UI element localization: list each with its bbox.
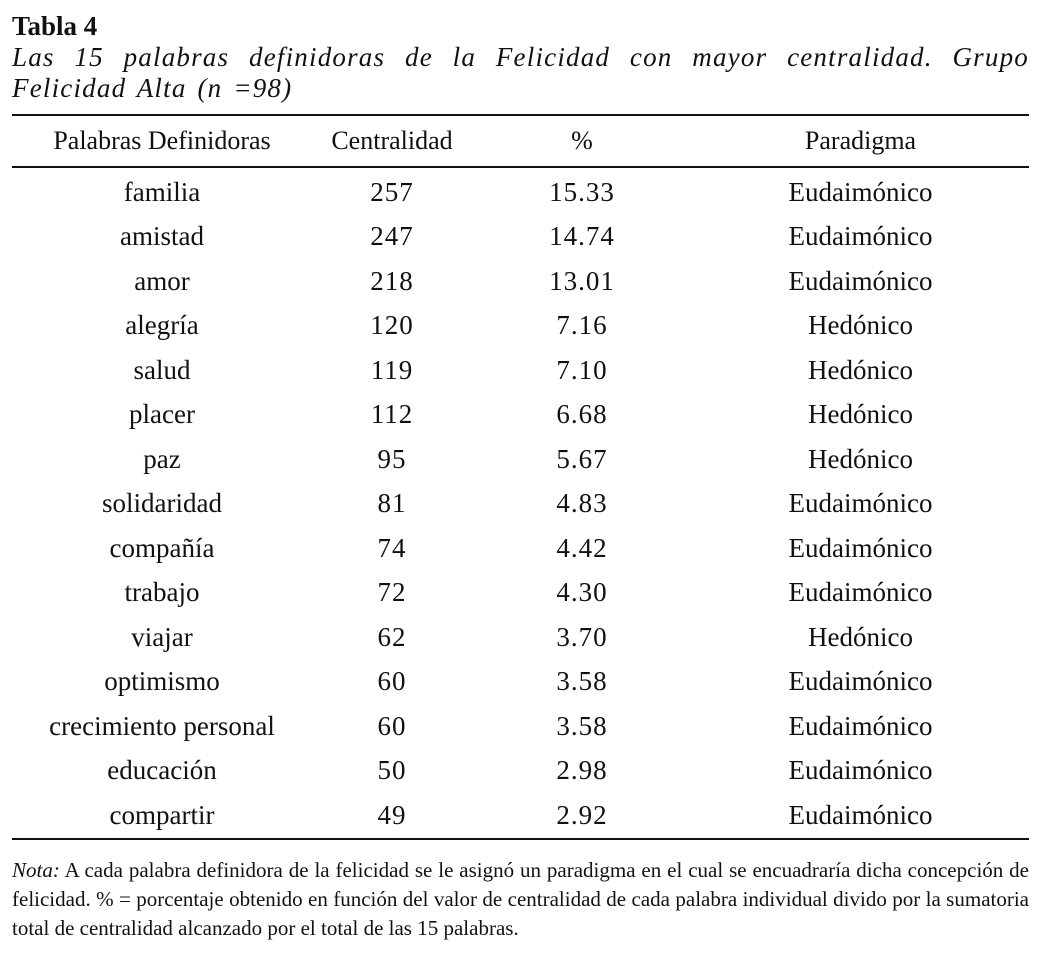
cell-percent: 6.68 (556, 399, 608, 430)
cell-percent: 7.10 (556, 354, 608, 385)
cell-centralidad: 112 (370, 399, 414, 430)
cell-palabra: optimismo (104, 666, 220, 697)
cell-palabra: educación (107, 755, 217, 786)
cell-paradigma: Eudaimónico (788, 176, 933, 207)
cell-percent: 4.30 (556, 577, 608, 608)
document (12, 10, 1029, 964)
table-row (12, 526, 1029, 571)
cell-percent: 14.74 (549, 221, 615, 252)
cell-centralidad: 247 (370, 221, 414, 252)
note-text: A cada palabra definidora de la felicidad se le asignó un paradigma en el cual se encuadraría dicha concepción de felicidad. % = porcentaje obtenido en función del valor de centralidad de cada palabra individual divido por la sumatoria total de centralidad alcanzado por el total de las 15 palabras. (12, 857, 1029, 940)
cell-centralidad: 60 (377, 666, 407, 697)
cell-paradigma: Hedónico (808, 354, 913, 385)
cell-centralidad: 74 (377, 532, 407, 563)
table-row (12, 749, 1029, 794)
cell-palabra: compartir (109, 799, 215, 830)
cell-paradigma: Eudaimónico (788, 577, 933, 608)
cell-paradigma: Eudaimónico (788, 755, 933, 786)
cell-palabra: viajar (131, 621, 193, 652)
table-note (12, 856, 1029, 943)
cell-centralidad: 62 (377, 621, 407, 652)
cell-centralidad: 49 (377, 799, 407, 830)
cell-palabra: salud (133, 354, 191, 385)
cell-percent: 5.67 (556, 443, 608, 474)
cell-centralidad: 119 (370, 354, 414, 385)
cell-paradigma: Eudaimónico (788, 532, 933, 563)
cell-percent: 3.58 (556, 666, 608, 697)
cell-paradigma: Eudaimónico (788, 666, 933, 697)
cell-percent: 13.01 (549, 265, 615, 296)
cell-palabra: paz (143, 443, 181, 474)
cell-paradigma: Hedónico (808, 621, 913, 652)
cell-palabra: placer (129, 399, 195, 430)
table-row (12, 704, 1029, 749)
header-palabras: Palabras Definidoras (12, 115, 312, 167)
cell-palabra: compañía (109, 532, 215, 563)
table-row (12, 259, 1029, 304)
table-row (12, 793, 1029, 839)
cell-paradigma: Eudaimónico (788, 799, 933, 830)
table-row (12, 393, 1029, 438)
table-row (12, 304, 1029, 349)
cell-palabra: solidaridad (102, 488, 222, 519)
cell-palabra: familia (123, 176, 201, 207)
cell-palabra: amistad (120, 221, 204, 252)
table-row (12, 167, 1029, 215)
table-row (12, 660, 1029, 705)
cell-paradigma: Hedónico (808, 443, 913, 474)
header-paradigma: Paradigma (692, 115, 1029, 167)
header-centralidad: Centralidad (312, 115, 472, 167)
cell-centralidad: 257 (370, 176, 414, 207)
table-row (12, 348, 1029, 393)
cell-paradigma: Hedónico (808, 399, 913, 430)
cell-centralidad: 72 (377, 577, 407, 608)
cell-percent: 15.33 (549, 176, 615, 207)
table-row (12, 482, 1029, 527)
cell-centralidad: 218 (370, 265, 414, 296)
table-row (12, 615, 1029, 660)
cell-paradigma: Eudaimónico (788, 265, 933, 296)
table-body (12, 167, 1029, 839)
cell-palabra: crecimiento personal (49, 710, 275, 741)
cell-paradigma: Hedónico (808, 310, 913, 341)
table-row (12, 437, 1029, 482)
cell-paradigma: Eudaimónico (788, 221, 933, 252)
cell-centralidad: 81 (377, 488, 407, 519)
cell-paradigma: Eudaimónico (788, 488, 933, 519)
table-row (12, 215, 1029, 260)
header-percent: % (472, 115, 692, 167)
cell-percent: 3.58 (556, 710, 608, 741)
header-row (12, 115, 1029, 167)
table-label: Tabla 4 (12, 11, 98, 41)
cell-centralidad: 60 (377, 710, 407, 741)
data-table (12, 114, 1029, 840)
cell-percent: 4.83 (556, 488, 608, 519)
cell-centralidad: 95 (377, 443, 407, 474)
cell-percent: 7.16 (556, 310, 608, 341)
cell-palabra: alegría (125, 310, 199, 341)
note-label: Nota: (12, 857, 60, 882)
cell-centralidad: 120 (370, 310, 414, 341)
cell-palabra: amor (134, 265, 190, 296)
table-caption: Las 15 palabras definidoras de la Felicidad con mayor centralidad. Grupo Felicidad Alta (n =98) (12, 42, 1029, 103)
cell-palabra: trabajo (124, 577, 200, 608)
cell-percent: 2.98 (556, 755, 608, 786)
cell-percent: 4.42 (556, 532, 608, 563)
cell-percent: 2.92 (556, 799, 608, 830)
table-row (12, 571, 1029, 616)
cell-paradigma: Eudaimónico (788, 710, 933, 741)
cell-percent: 3.70 (556, 621, 608, 652)
cell-centralidad: 50 (377, 755, 407, 786)
